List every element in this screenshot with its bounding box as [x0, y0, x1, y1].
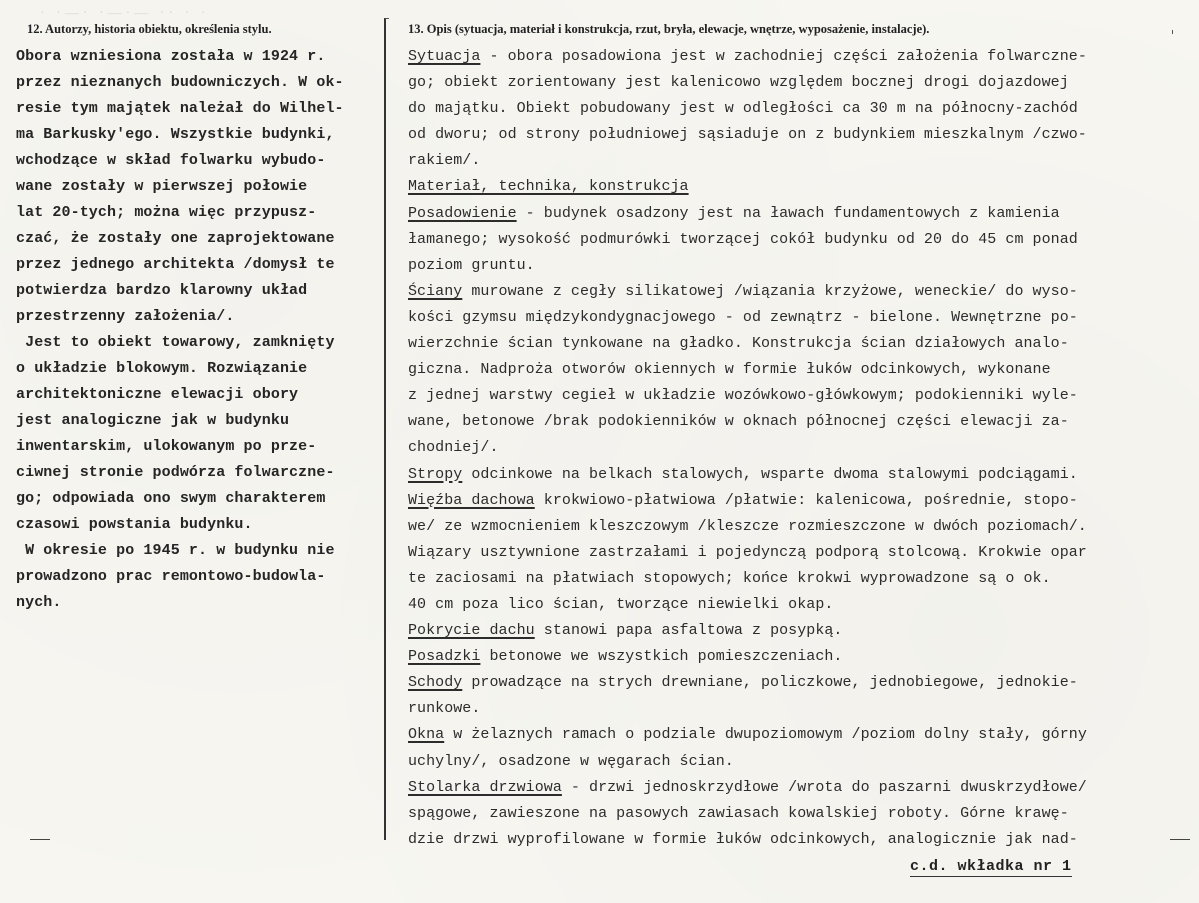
left-text-line: architektoniczne elewacji obory	[16, 386, 299, 403]
right-text-line	[408, 749, 1194, 775]
continuation-note: c.d. wkładka nr 1	[910, 858, 1072, 875]
left-text-line: wchodzące w skład folwarku wybudo-	[16, 152, 326, 169]
right-text-line	[408, 696, 1194, 722]
right-text-line	[408, 227, 1194, 253]
right-text-line	[408, 618, 1194, 644]
left-text-line: jest analogiczne jak w budynku	[16, 412, 290, 429]
right-text-line	[408, 409, 1194, 435]
form-tick-top-left	[385, 18, 389, 19]
section-body-text: dzie drzwi wyprofilowane w formie łuków odcinkowych, analogicznie jak nad-	[408, 830, 1078, 848]
section-body-text: - obora posadowiona jest w zachodniej części założenia folwarczne-	[480, 48, 1087, 65]
section-body-text: - drzwi jednoskrzydłowe /wrota do paszarni dwuskrzydłowe/	[561, 778, 1087, 796]
section-heading: Schody	[408, 674, 463, 692]
section-body-text: uchylny/, osadzone w węgarach ścian.	[408, 752, 734, 770]
section-body-text: do majątku. Obiekt pobudowany jest w odległości ca 30 m na północny-zachód	[408, 100, 1078, 118]
bleed-through-marks: · ·—· ·—·— ·· · ·	[40, 6, 210, 21]
right-text-line	[408, 827, 1194, 853]
left-text-line: ma Barkusky'ego. Wszystkie budynki,	[16, 126, 335, 143]
left-text-line: W okresie po 1945 r. w budynku nie	[16, 542, 335, 559]
left-text-line: nych.	[16, 594, 62, 611]
section-body-text: te zaciosami na płatwiach stopowych; końce krokwi wyprowadzone są o ok.	[408, 569, 1051, 587]
left-text-line: ciwnej stronie podwórza folwarczne-	[16, 464, 335, 481]
section-body-text: Wiązary usztywnione zastrzałami i pojedynczą podporą stolcową. Krokwie opar	[408, 543, 1087, 561]
right-text-line	[408, 148, 1194, 174]
right-text-line	[408, 462, 1194, 488]
section-body-text: od dworu; od strony południowej sąsiaduje on z budynkiem mieszkalnym /czwo-	[408, 126, 1087, 144]
section-heading: Stropy	[408, 465, 463, 483]
right-text-line	[408, 279, 1194, 305]
left-text-line: przez jednego architekta /domysł te	[16, 256, 335, 273]
left-text-line: inwentarskim, ulokowanym po prze-	[16, 438, 317, 455]
section-body-text: wierzchnie ścian tynkowane na gładko. Konstrukcja ścian działowych analo-	[408, 335, 1069, 353]
right-text-line	[408, 435, 1194, 461]
right-text-line	[408, 357, 1194, 383]
left-column-text	[16, 44, 386, 616]
left-text-line: Jest to obiekt towarowy, zamknięty	[16, 334, 335, 351]
right-text-line	[408, 331, 1194, 357]
left-text-line: resie tym majątek należał do Wilhel-	[16, 100, 344, 117]
section-heading: Posadowienie	[408, 204, 517, 222]
left-text-line: przez nieznanych budowniczych. W ok-	[16, 74, 344, 91]
section-body-text: 40 cm poza lico ścian, tworzące niewielki okap.	[408, 595, 834, 613]
right-text-line	[408, 566, 1194, 592]
bottom-left-rule	[30, 839, 50, 840]
section-body-text: - budynek osadzony jest na ławach fundamentowych z kamienia	[516, 204, 1060, 222]
right-text-line	[408, 592, 1194, 618]
right-text-line	[408, 670, 1194, 696]
section-body-text: krokwiowo-płatwiowa /płatwie: kalenicowa, pośrednie, stopo-	[534, 491, 1078, 509]
section-body-text: w żelaznych ramach o podziale dwupoziomowym /poziom dolny stały, górny	[444, 726, 1087, 744]
section-body-text: chodniej/.	[408, 439, 499, 457]
right-text-line	[408, 70, 1194, 96]
left-text-line: przestrzenny założenia/.	[16, 308, 235, 325]
section-body-text: runkowe.	[408, 700, 481, 718]
right-column-text	[408, 44, 1194, 853]
right-text-line	[408, 644, 1194, 670]
right-text-line	[408, 201, 1194, 227]
right-text-line	[408, 383, 1194, 409]
section-heading: Ściany	[408, 282, 463, 300]
section-header-13: 13. Opis (sytuacja, materiał i konstrukcja, rzut, bryła, elewacje, wnętrze, wyposażenie, instalacje).	[408, 22, 930, 36]
left-text-line: lat 20-tych; można więc przypusz-	[16, 204, 317, 221]
left-text-line: czać, że zostały one zaprojektowane	[16, 230, 335, 247]
section-body-text: wane, betonowe /brak podokienników w oknach północnej części elewacji za-	[408, 413, 1069, 431]
right-text-line	[408, 44, 1194, 70]
right-text-line	[408, 801, 1194, 827]
right-text-line	[408, 96, 1194, 122]
section-body-text: kości gzymsu międzykondygnacjowego - od zewnątrz - bielone. Wewnętrzne po-	[408, 308, 1078, 326]
section-heading: Stolarka drzwiowa	[408, 778, 562, 796]
right-text-line	[408, 174, 1194, 200]
right-text-line	[408, 122, 1194, 148]
right-text-line	[408, 722, 1194, 748]
section-body-text: poziom gruntu.	[408, 256, 535, 274]
right-text-line	[408, 305, 1194, 331]
form-tick-top-right	[1172, 30, 1173, 34]
section-body-text: giczna. Nadproża otworów okiennych w formie łuków odcinkowych, wykonane	[408, 361, 1051, 379]
right-text-line	[408, 775, 1194, 801]
left-text-line: prowadzono prac remontowo-budowla-	[16, 568, 326, 585]
section-header-12: 12. Autorzy, historia obiektu, określenia stylu.	[27, 22, 272, 36]
section-heading: Sytuacja	[408, 48, 481, 65]
section-heading: Okna	[408, 726, 445, 744]
right-text-line	[408, 540, 1194, 566]
left-text-line: o układzie blokowym. Rozwiązanie	[16, 360, 308, 377]
left-text-line: wane zostały w pierwszej połowie	[16, 178, 308, 195]
section-body-text: we/ ze wzmocnieniem kleszczowym /kleszcze rozmieszczone w dwóch poziomach/.	[408, 517, 1087, 535]
left-text-line: Obora wzniesiona została w 1924 r.	[16, 48, 326, 65]
section-body-text: stanowi papa asfaltowa z posypką.	[534, 622, 843, 640]
left-text-line: potwierdza bardzo klarowny układ	[16, 282, 308, 299]
section-body-text: z jednej warstwy cegieł w układzie wozówkowo-główkowym; podokienniki wyle-	[408, 387, 1078, 405]
right-text-line	[408, 253, 1194, 279]
section-heading: Materiał, technika, konstrukcja	[408, 178, 689, 196]
section-body-text: odcinkowe na belkach stalowych, wsparte dwoma stalowymi podciągami.	[462, 465, 1078, 483]
section-heading: Pokrycie dachu	[408, 622, 535, 640]
section-heading: Więźba dachowa	[408, 491, 535, 509]
section-body-text: prowadzące na strych drewniane, policzkowe, jednobiegowe, jednokie-	[462, 674, 1078, 692]
section-body-text: betonowe we wszystkich pomieszczeniach.	[480, 648, 843, 666]
section-body-text: rakiem/.	[408, 152, 481, 170]
left-text-line: go; odpowiada ono swym charakterem	[16, 490, 326, 507]
right-text-line	[408, 514, 1194, 540]
section-body-text: spągowe, zawieszone na pasowych zawiasach kowalskiej roboty. Górne krawę-	[408, 804, 1069, 822]
section-heading: Posadzki	[408, 648, 481, 666]
section-body-text: łamanego; wysokość podmurówki tworzącej cokół budynku od 20 do 45 cm ponad	[408, 230, 1078, 248]
left-text-line: czasowi powstania budynku.	[16, 516, 253, 533]
section-body-text: go; obiekt zorientowany jest kalenicowo względem bocznej drogi dojazdowej	[408, 74, 1069, 92]
section-body-text: murowane z cegły silikatowej /wiązania krzyżowe, weneckie/ do wyso-	[462, 282, 1078, 300]
right-text-line	[408, 488, 1194, 514]
